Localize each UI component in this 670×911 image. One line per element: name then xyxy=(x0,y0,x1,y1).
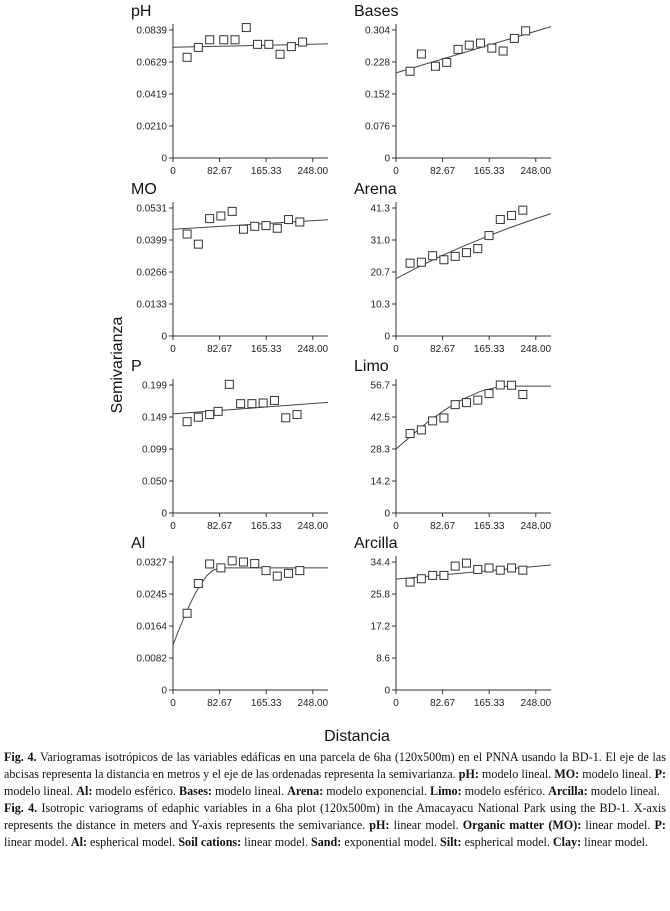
caption-en-fig-label: Fig. 4. xyxy=(4,801,38,815)
data-point xyxy=(217,564,225,572)
x-tick-label: 82.67 xyxy=(207,166,233,177)
model-fit-line xyxy=(396,386,551,449)
data-point xyxy=(474,245,482,253)
data-point xyxy=(508,564,516,572)
data-point xyxy=(183,53,191,61)
y-tick-label: 0.199 xyxy=(141,380,167,392)
data-point xyxy=(282,414,290,422)
data-point xyxy=(522,27,530,35)
caption-en-item-model-5: exponential model. xyxy=(341,835,438,849)
caption-es-item-name-1: MO: xyxy=(554,767,580,781)
data-point xyxy=(248,400,256,408)
x-tick-label: 0 xyxy=(393,698,399,709)
y-tick-label: 0.0266 xyxy=(136,267,167,279)
y-tick-label: 0 xyxy=(161,331,167,343)
data-point xyxy=(273,224,281,232)
data-point xyxy=(273,572,281,580)
data-point xyxy=(206,560,214,568)
data-point xyxy=(206,215,214,223)
caption-es-text: Variogramas isotrópicos de las variables edáficas en una parcela de 6ha (120x500m) en el PNNA usando la BD-1. El eje de las abcisas representa la distancia en metros y el eje de las ordenadas representa la semivarianza. xyxy=(4,750,666,781)
data-point xyxy=(217,212,225,220)
data-point xyxy=(519,566,527,574)
data-point xyxy=(508,381,516,389)
panel-p xyxy=(131,358,329,532)
caption-es-item-model-6: modelo esférico. xyxy=(461,784,546,798)
data-point xyxy=(519,390,527,398)
x-tick-label: 0 xyxy=(393,344,399,355)
caption-en-item-name-2: P: xyxy=(654,818,666,832)
caption-es-item-model-0: modelo lineal. xyxy=(478,767,552,781)
caption-es-item-name-2: P: xyxy=(654,767,666,781)
y-tick-label: 17.2 xyxy=(370,621,390,633)
data-point xyxy=(485,232,493,240)
y-tick-label: 0 xyxy=(384,331,390,343)
x-tick-label: 165.33 xyxy=(250,521,282,532)
data-point xyxy=(239,558,247,566)
data-point xyxy=(417,50,425,58)
y-tick-label: 0.0399 xyxy=(136,235,167,247)
caption-en-item-name-5: Sand: xyxy=(311,835,342,849)
caption-en-text: Isotropic variograms of edaphic variables in a 6ha plot (120x500m) in the Amacayacu National Park using the BD-1. X-axis represents the distance in meters and Y-axis represents the semivariance. xyxy=(4,801,666,832)
data-point xyxy=(429,417,437,425)
x-tick-label: 82.67 xyxy=(430,521,456,532)
panel-title: Al xyxy=(131,535,146,552)
x-tick-label: 0 xyxy=(170,521,176,532)
y-tick-label: 41.3 xyxy=(370,203,390,215)
caption-es-fig-label: Fig. 4. xyxy=(4,750,37,764)
y-tick-label: 0.152 xyxy=(364,89,390,101)
caption-es-item-model-1: modelo lineal. xyxy=(579,767,652,781)
data-point xyxy=(183,609,191,617)
panel-title: pH xyxy=(131,3,152,20)
data-point xyxy=(429,252,437,260)
data-point xyxy=(451,401,459,409)
x-tick-label: 82.67 xyxy=(207,344,233,355)
y-tick-label: 0.149 xyxy=(141,412,167,424)
x-tick-label: 82.67 xyxy=(207,698,233,709)
data-point xyxy=(485,564,493,572)
data-point xyxy=(251,222,259,230)
y-tick-label: 14.2 xyxy=(370,476,390,488)
data-point xyxy=(510,34,518,42)
y-tick-label: 0 xyxy=(161,153,167,165)
y-tick-label: 10.3 xyxy=(370,299,390,311)
panel-title: Arena xyxy=(354,181,397,198)
y-tick-label: 0 xyxy=(384,685,390,697)
y-tick-label: 0 xyxy=(384,508,390,520)
caption-en-item-name-4: Soil cations: xyxy=(178,835,242,849)
data-point xyxy=(429,571,437,579)
data-point xyxy=(214,407,222,415)
y-tick-label: 0.076 xyxy=(364,121,390,133)
data-point xyxy=(206,36,214,44)
y-tick-label: 0.0133 xyxy=(136,299,167,311)
y-tick-label: 31.0 xyxy=(370,235,390,247)
data-point xyxy=(462,559,470,567)
x-tick-label: 165.33 xyxy=(250,166,282,177)
data-point xyxy=(508,211,516,219)
x-tick-label: 0 xyxy=(170,698,176,709)
caption-es-item-name-5: Arena: xyxy=(287,784,324,798)
data-point xyxy=(477,39,485,47)
caption-spanish xyxy=(4,749,666,800)
panel-title: Bases xyxy=(354,3,399,20)
data-point xyxy=(262,222,270,230)
y-tick-label: 0.0210 xyxy=(136,121,167,133)
data-point xyxy=(431,62,439,70)
data-point xyxy=(254,40,262,48)
y-tick-label: 0.050 xyxy=(141,476,167,488)
data-point xyxy=(194,580,202,588)
x-tick-label: 165.33 xyxy=(250,698,282,709)
data-point xyxy=(296,567,304,575)
x-tick-label: 248.00 xyxy=(520,166,552,177)
caption-en-item-model-2: linear model. xyxy=(4,835,68,849)
x-tick-label: 0 xyxy=(393,166,399,177)
caption-es-item-name-6: Limo: xyxy=(430,784,462,798)
data-point xyxy=(206,411,214,419)
data-point xyxy=(443,58,451,66)
data-point xyxy=(462,399,470,407)
y-tick-label: 0 xyxy=(161,685,167,697)
y-tick-label: 28.3 xyxy=(370,444,390,456)
panel-limo xyxy=(354,358,552,532)
caption-en-item-model-6: espherical model. xyxy=(461,835,550,849)
data-point xyxy=(406,67,414,75)
x-tick-label: 165.33 xyxy=(473,344,505,355)
x-tick-label: 248.00 xyxy=(520,521,552,532)
data-point xyxy=(406,259,414,267)
caption-en-item-model-7: linear model. xyxy=(581,835,648,849)
x-tick-label: 248.00 xyxy=(297,698,329,709)
y-tick-label: 0.0164 xyxy=(136,621,167,633)
caption-en-item-model-4: linear model. xyxy=(241,835,308,849)
caption-es-item-model-4: modelo lineal. xyxy=(211,784,285,798)
y-tick-label: 0.0082 xyxy=(136,653,167,665)
x-tick-label: 82.67 xyxy=(430,166,456,177)
x-tick-label: 165.33 xyxy=(473,521,505,532)
data-point xyxy=(259,399,267,407)
data-point xyxy=(454,45,462,53)
data-point xyxy=(462,249,470,257)
data-point xyxy=(285,569,293,577)
data-point xyxy=(485,390,493,398)
caption-es-item-model-3: modelo esférico. xyxy=(92,784,176,798)
y-tick-label: 0.0839 xyxy=(136,25,167,37)
data-point xyxy=(251,560,259,568)
caption-en-item-name-0: pH: xyxy=(369,818,390,832)
y-tick-label: 0.0629 xyxy=(136,57,167,69)
caption-es-item-model-5: modelo exponencial. xyxy=(323,784,428,798)
data-point xyxy=(519,206,527,214)
caption-en-item-model-3: espherical model. xyxy=(86,835,176,849)
caption-en-item-name-3: Al: xyxy=(70,835,87,849)
x-tick-label: 248.00 xyxy=(520,344,552,355)
panel-title: Limo xyxy=(354,358,389,375)
y-tick-label: 0.0245 xyxy=(136,589,167,601)
data-point xyxy=(474,396,482,404)
data-point xyxy=(417,575,425,583)
data-point xyxy=(474,565,482,573)
y-tick-label: 0.228 xyxy=(364,57,390,69)
data-point xyxy=(194,413,202,421)
x-tick-label: 248.00 xyxy=(520,698,552,709)
caption-en-item-model-1: linear model. xyxy=(581,818,651,832)
caption-es-item-name-0: pH: xyxy=(458,767,479,781)
y-tick-label: 56.7 xyxy=(370,380,390,392)
data-point xyxy=(496,381,504,389)
data-point xyxy=(194,240,202,248)
caption-english xyxy=(4,800,666,851)
panel-arcilla xyxy=(354,535,552,709)
data-point xyxy=(285,216,293,224)
data-point xyxy=(488,44,496,52)
caption-en-item-model-0: linear model. xyxy=(389,818,459,832)
data-point xyxy=(417,426,425,434)
y-tick-label: 0.304 xyxy=(364,25,390,37)
panel-ph xyxy=(131,3,329,177)
y-tick-label: 20.7 xyxy=(370,267,390,279)
y-tick-label: 25.8 xyxy=(370,589,390,601)
data-point xyxy=(265,40,273,48)
data-point xyxy=(451,252,459,260)
y-tick-label: 0.0419 xyxy=(136,89,167,101)
data-point xyxy=(194,43,202,51)
caption-es-item-name-7: Arcilla: xyxy=(548,784,588,798)
y-tick-label: 0.0327 xyxy=(136,557,167,569)
y-axis-title: Semivarianza xyxy=(109,316,126,414)
panel-bases xyxy=(354,3,552,177)
caption-en-item-extra-1: (MO): xyxy=(548,818,582,832)
data-point xyxy=(239,225,247,233)
panel-mo xyxy=(131,181,329,355)
data-point xyxy=(183,418,191,426)
y-tick-label: 0.099 xyxy=(141,444,167,456)
data-point xyxy=(228,207,236,215)
data-point xyxy=(293,411,301,419)
caption-es-item-name-4: Bases: xyxy=(179,784,212,798)
data-point xyxy=(440,414,448,422)
data-point xyxy=(276,50,284,58)
caption-en-item-name-1: Organic matter xyxy=(462,818,545,832)
x-tick-label: 0 xyxy=(170,344,176,355)
data-point xyxy=(406,430,414,438)
y-tick-label: 0 xyxy=(384,153,390,165)
figure-caption xyxy=(4,749,666,851)
panel-title: MO xyxy=(131,181,157,198)
data-point xyxy=(451,562,459,570)
caption-en-item-name-7: Clay: xyxy=(552,835,582,849)
x-axis-title: Distancia xyxy=(324,728,390,745)
x-tick-label: 165.33 xyxy=(250,344,282,355)
x-tick-label: 165.33 xyxy=(473,166,505,177)
data-point xyxy=(465,41,473,49)
y-tick-label: 0 xyxy=(161,508,167,520)
data-point xyxy=(296,218,304,226)
x-tick-label: 0 xyxy=(393,521,399,532)
caption-es-item-name-3: Al: xyxy=(76,784,93,798)
data-point xyxy=(231,36,239,44)
data-point xyxy=(499,47,507,55)
panel-al xyxy=(131,535,329,709)
y-tick-label: 42.5 xyxy=(370,412,390,424)
x-tick-label: 0 xyxy=(170,166,176,177)
caption-en-item-name-6: Silt: xyxy=(440,835,462,849)
data-point xyxy=(417,258,425,266)
caption-es-item-model-7: modelo lineal. xyxy=(587,784,660,798)
data-point xyxy=(225,380,233,388)
x-tick-label: 82.67 xyxy=(207,521,233,532)
data-point xyxy=(220,36,228,44)
data-point xyxy=(496,566,504,574)
data-point xyxy=(237,400,245,408)
caption-es-item-model-2: modelo lineal. xyxy=(4,784,74,798)
data-point xyxy=(183,230,191,238)
y-tick-label: 0.0531 xyxy=(136,203,167,215)
panel-title: P xyxy=(131,358,142,375)
data-point xyxy=(242,24,250,32)
x-tick-label: 82.67 xyxy=(430,344,456,355)
panel-title: Arcilla xyxy=(354,535,398,552)
x-tick-label: 165.33 xyxy=(473,698,505,709)
y-tick-label: 34.4 xyxy=(370,557,390,569)
x-tick-label: 82.67 xyxy=(430,698,456,709)
y-tick-label: 8.6 xyxy=(376,653,390,665)
data-point xyxy=(496,215,504,223)
data-point xyxy=(287,43,295,51)
x-tick-label: 248.00 xyxy=(297,344,329,355)
x-tick-label: 248.00 xyxy=(297,166,329,177)
data-point xyxy=(440,571,448,579)
data-point xyxy=(262,567,270,575)
data-point xyxy=(406,578,414,586)
panel-arena xyxy=(354,181,552,355)
data-point xyxy=(270,396,278,404)
data-point xyxy=(440,256,448,264)
data-point xyxy=(228,557,236,565)
data-point xyxy=(299,38,307,46)
x-tick-label: 248.00 xyxy=(297,521,329,532)
